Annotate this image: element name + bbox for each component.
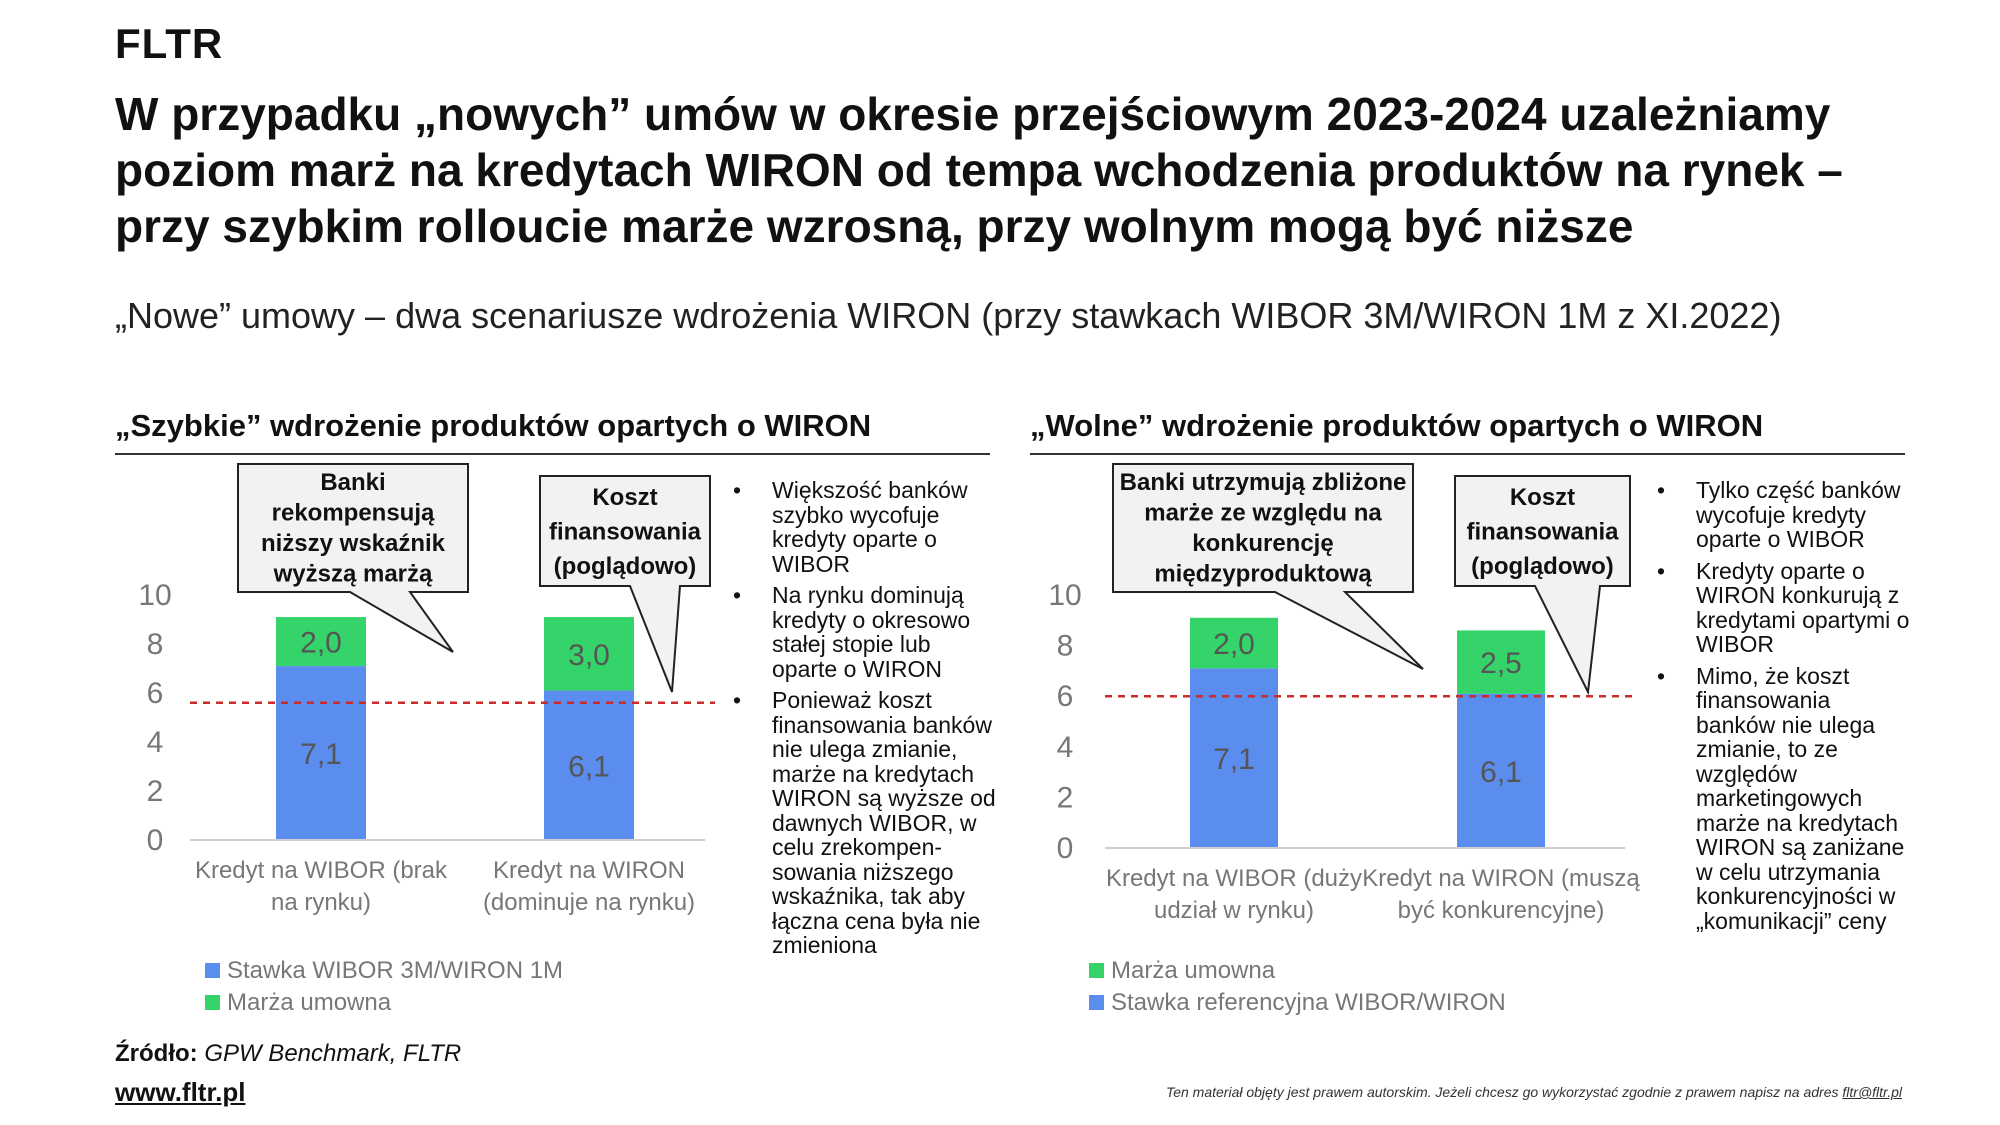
legend-swatch [205,963,220,978]
category-label: (dominuje na rynku) [482,889,696,916]
chart-slow-rollout [1025,460,1650,1040]
title-line-2: poziom marż na kredytach WIRON od tempa wchodzenia produktów na rynek – [115,144,1843,196]
panel-title-fast: „Szybkie” wdrożenie produktów opartych o WIRON [115,408,872,443]
title-line-1: W przypadku „nowych” umów w okresie przejściowym 2023-2024 uzależniamy [115,88,1831,140]
data-label: 2,5 [1480,647,1522,681]
y-tick-label: 0 [1056,832,1074,865]
copyright-text: Ten materiał objęty jest prawem autorskim. Jeżeli chcesz go wykorzystać zgodnie z prawem napisz na adres [1165,1084,1839,1100]
y-tick-label: 4 [146,726,164,759]
y-tick-label: 6 [146,677,164,710]
y-tick-label: 8 [146,628,164,661]
callout-margin-note-text: marże ze względu na [1144,499,1382,527]
callout-funding-cost-text: Koszt [1509,484,1576,512]
y-tick-label: 4 [1056,730,1074,764]
data-label: 2,0 [1213,628,1255,662]
callout-margin-note-text: Banki [320,468,386,496]
data-label: 2,0 [300,626,342,660]
data-label: 7,1 [1213,743,1255,777]
page-title [115,86,1915,254]
chart-fast-rollout [110,460,725,1040]
bullet-item: • Mimo, że koszt finansowania banków nie ulega zmianie, to ze względów marketingowych marże na kredytach WIRON są zaniżane w celu utrzymania konkurencyjności w „komunikacji” ceny [1652,664,1912,934]
callout-margin-note-text: międzyproduktową [1154,560,1372,588]
bullet-item: • Większość banków szybko wycofuje kredyty oparte o WIBOR [728,478,998,576]
callout-funding-cost-text: finansowania [1466,518,1619,546]
y-tick-label: 10 [138,579,172,612]
callout-margin-note-text: konkurencję [1192,529,1334,557]
data-label: 6,1 [568,750,610,784]
callout-funding-cost-text: finansowania [548,518,702,546]
category-label: Kredyt na WIBOR (duży [1105,865,1363,892]
source-note [115,1040,461,1068]
copyright-note [1166,1084,1902,1100]
category-label: Kredyt na WIBOR (brak [194,857,448,884]
y-tick-label: 2 [146,775,164,808]
legend-swatch [1089,963,1104,978]
legend-swatch [205,995,220,1010]
bullet-list-fast [728,478,998,965]
legend-swatch [1089,995,1104,1010]
category-label: udział w rynku) [1153,897,1315,924]
data-label: 6,1 [1480,755,1522,789]
callout-margin-note-text: Banki utrzymują zbliżone [1119,468,1407,496]
y-tick-label: 6 [1056,680,1074,714]
legend-label: Marża umowna [1111,957,1276,984]
data-label: 3,0 [568,638,610,672]
callout-funding-cost-text: Koszt [592,484,658,512]
bullet-item: • Kredyty oparte o WIRON konkurują z kredytami opartymi o WIBOR [1652,559,1912,657]
page-subtitle: „Nowe” umowy – dwa scenariusze wdrożenia WIRON (przy stawkach WIBOR 3M/WIRON 1M z XI.2022) [115,295,1782,336]
legend-label: Stawka referencyjna WIBOR/WIRON [1111,989,1506,1016]
category-label: Kredyt na WIRON [492,857,686,884]
bullet-list-slow [1652,478,1912,940]
panel-title-slow: „Wolne” wdrożenie produktów opartych o WIRON [1030,408,1764,443]
brand-logo: FLTR [115,20,224,67]
callout-margin-note-text: rekompensują [271,499,435,527]
category-label: być konkurencyjne) [1397,897,1605,924]
y-tick-label: 10 [1048,579,1082,612]
category-label: Kredyt na WIRON (muszą [1362,865,1640,892]
y-tick-label: 8 [1056,629,1074,663]
contact-email-link[interactable]: fltr@fltr.pl [1842,1084,1902,1100]
bullet-item: • Tylko część banków wycofuje kredyty oparte o WIBOR [1652,478,1912,552]
data-label: 7,1 [300,738,342,772]
website-link[interactable]: www.fltr.pl [115,1077,246,1107]
title-line-3: przy szybkim rolloucie marże wzrosną, przy wolnym mogą być niższe [115,200,1634,252]
y-tick-label: 0 [146,824,164,857]
legend-label: Stawka WIBOR 3M/WIRON 1M [227,957,564,984]
callout-margin-note-text: wyższą marżą [273,560,433,588]
panel-divider-slow [1030,453,1905,455]
callout-funding-cost-text: (poglądowo) [1471,552,1614,580]
bullet-item: • Ponieważ koszt finansowania banków nie ulega zmianie, marże na kredytach WIRON są wyższe od dawnych WIBOR, w celu zrekompen-sowania niższego wskaźnika, tak aby łączna cena była nie zmieniona [728,688,998,958]
callout-funding-cost-text: (poglądowo) [553,552,697,580]
category-label: na rynku) [270,889,372,916]
source-text: GPW Benchmark, FLTR [204,1040,462,1067]
source-label: Źródło: [115,1040,198,1067]
legend-label: Marża umowna [227,989,392,1016]
bullet-item: • Na rynku dominują kredyty o okresowo stałej stopie lub oparte o WIRON [728,583,998,681]
panel-divider-fast [115,453,990,455]
callout-margin-note-text: niższy wskaźnik [260,529,446,557]
y-tick-label: 2 [1056,781,1074,815]
